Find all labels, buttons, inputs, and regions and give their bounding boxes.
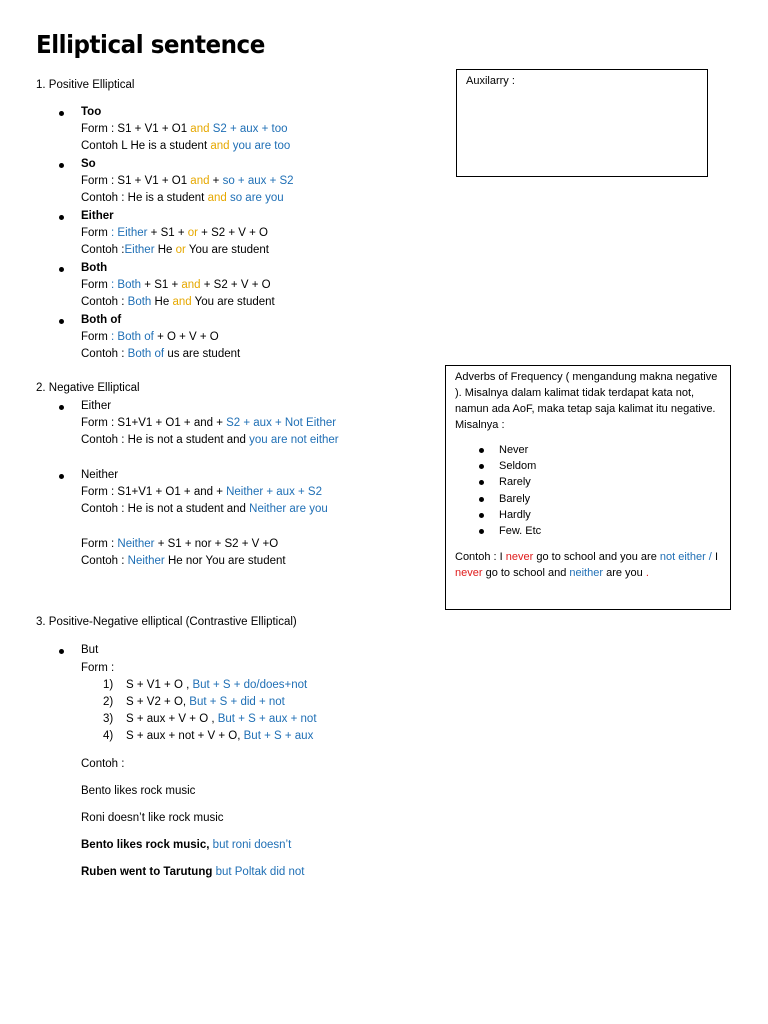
adverb-item: Never <box>499 444 529 456</box>
example-1: Bento likes rock music <box>81 785 196 797</box>
either-form: Form : Either + S1 + or + S2 + V + O <box>81 227 268 239</box>
bullet-dot <box>59 474 64 479</box>
bullet-dot <box>479 513 484 518</box>
section-1-heading: 1. Positive Elliptical <box>36 79 135 91</box>
form-item-3: 3) S + aux + V + O , But + S + aux + not <box>103 713 317 725</box>
so-label: So <box>81 158 96 170</box>
adverb-item: Few. Etc <box>499 525 542 537</box>
auxiliary-label: Auxilarry : <box>466 75 515 87</box>
bothof-label: Both of <box>81 314 122 326</box>
neither-form-2: Form : Neither + S1 + nor + S2 + V +O <box>81 538 279 550</box>
so-contoh: Contoh : He is a student and so are you <box>81 192 284 204</box>
too-label: Too <box>81 106 102 118</box>
both-label: Both <box>81 262 108 274</box>
bothof-contoh: Contoh : Both of us are student <box>81 348 241 360</box>
adverb-box <box>445 365 731 610</box>
adverb-intro: Adverbs of Frequency ( mengandung makna negative ). Misalnya dalam kalimat tidak terdapat kata not, namun ada AoF, maka tetap saja kalimat itu negative. Misalnya : <box>455 371 718 431</box>
both-form: Form : Both + S1 + and + S2 + V + O <box>81 279 271 291</box>
form-item-1: 1) S + V1 + O , But + S + do/does+not <box>103 679 308 691</box>
section-2-heading: 2. Negative Elliptical <box>36 382 140 394</box>
adverb-item: Hardly <box>499 509 531 521</box>
page-title: Elliptical sentence <box>36 30 265 59</box>
bullet-dot <box>479 464 484 469</box>
bullet-dot <box>59 111 64 116</box>
form-item-4: 4) S + aux + not + V + O, But + S + aux <box>103 730 314 742</box>
neither-form: Form : S1+V1 + O1 + and + Neither + aux + S2 <box>81 486 323 498</box>
so-form: Form : S1 + V1 + O1 and + so + aux + S2 <box>81 175 294 187</box>
adverb-item: Barely <box>499 493 531 505</box>
either-contoh: Contoh :Either He or You are student <box>81 244 269 256</box>
bullet-dot <box>59 319 64 324</box>
form-item-2: 2) S + V2 + O, But + S + did + not <box>103 696 285 708</box>
neg-either-form: Form : S1+V1 + O1 + and + S2 + aux + Not Either <box>81 417 337 429</box>
bullet-dot <box>59 267 64 272</box>
bullet-dot <box>59 215 64 220</box>
neg-either-label: Either <box>81 400 112 412</box>
bullet-dot <box>479 497 484 502</box>
neither-contoh-2: Contoh : Neither He nor You are student <box>81 555 286 567</box>
both-contoh: Contoh : Both He and You are student <box>81 296 275 308</box>
section-3-heading: 3. Positive-Negative elliptical (Contrastive Elliptical) <box>36 616 297 628</box>
example-3: Bento likes rock music, but roni doesn’t <box>81 839 292 851</box>
bullet-dot <box>59 163 64 168</box>
bullet-dot <box>479 480 484 485</box>
adverb-item: Rarely <box>499 476 531 488</box>
too-form: Form : S1 + V1 + O1 and S2 + aux + too <box>81 123 288 135</box>
either-label: Either <box>81 210 114 222</box>
but-label: But <box>81 644 99 656</box>
adverb-item: Seldom <box>499 460 537 472</box>
bullet-dot <box>59 405 64 410</box>
neither-label: Neither <box>81 469 119 481</box>
but-form-label: Form : <box>81 662 115 674</box>
bullet-dot <box>59 649 64 654</box>
auxiliary-box <box>456 69 708 177</box>
example-2: Roni doesn’t like rock music <box>81 812 224 824</box>
neg-either-contoh: Contoh : He is not a student and you are not either <box>81 434 339 446</box>
bothof-form: Form : Both of + O + V + O <box>81 331 219 343</box>
bullet-dot <box>479 529 484 534</box>
example-4: Ruben went to Tarutung but Poltak did not <box>81 866 305 878</box>
neither-contoh: Contoh : He is not a student and Neither are you <box>81 503 328 515</box>
bullet-dot <box>479 448 484 453</box>
adverb-example: Contoh : I never go to school and you are not either / I never go to school and neither are you . <box>455 551 718 579</box>
contoh-label: Contoh : <box>81 758 125 770</box>
too-contoh: Contoh L He is a student and you are too <box>81 140 291 152</box>
